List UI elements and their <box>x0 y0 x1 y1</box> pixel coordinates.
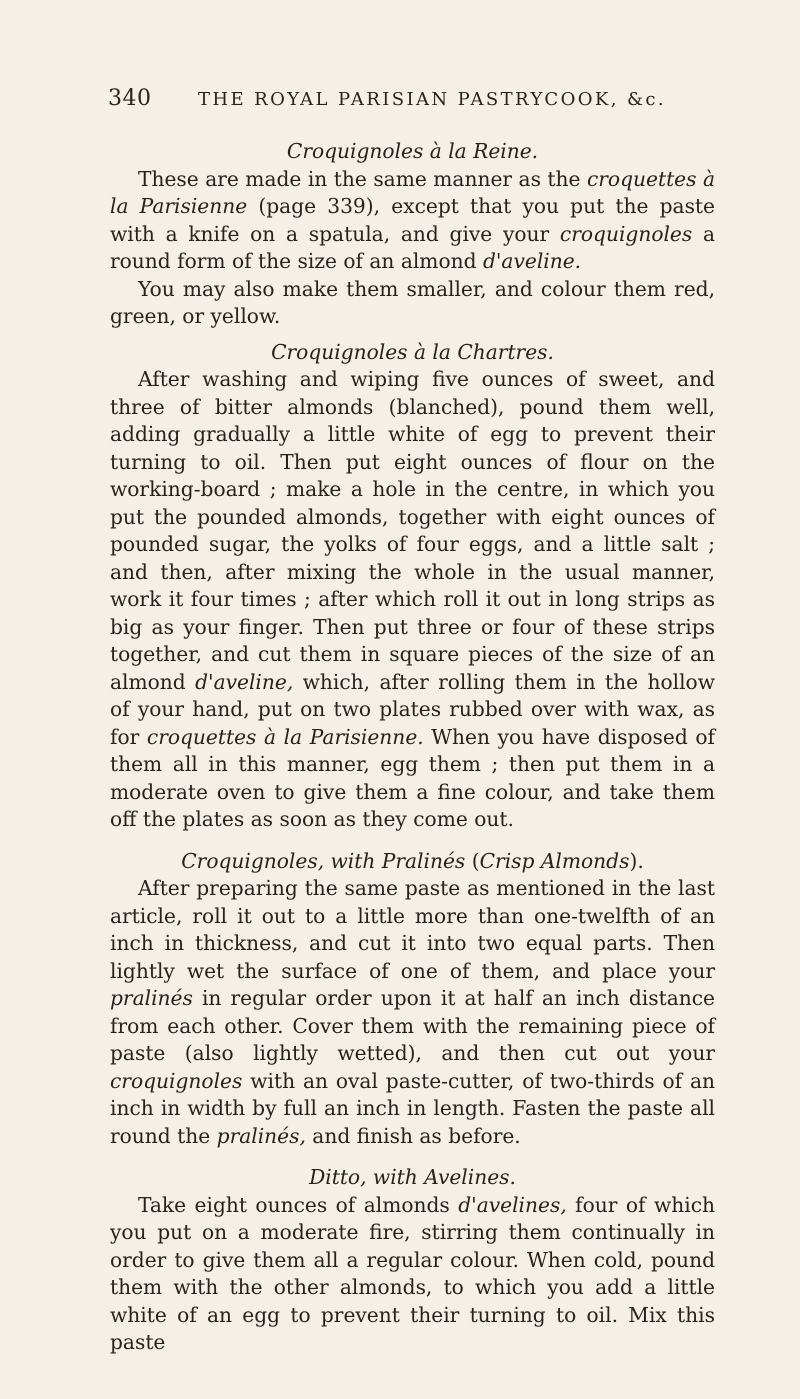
page-header <box>108 86 728 120</box>
paragraph: After preparing the same paste as mentioned in the last article, roll it out to a little more than one-twelfth of an inch in thickness, and cut it into two equal parts. Then lightly wet the surface of one of them, and place your pralinés in regular order upon it at half an inch distance from each other. Cover them with the remaining piece of paste (also lightly wetted), and then cut out your croquignoles with an oval paste-cutter, of two-thirds of an inch in width by full an inch in length. Fasten the paste all round the pralinés, and finish as before. <box>110 876 715 1148</box>
section-heading-reine: Croquignoles à la Reine. <box>286 139 539 163</box>
paragraph: These are made in the same manner as the croquettes à la Parisienne (page 339), except that you put the paste with a knife on a spatula, and give your croquignoles a round form of the size of an almond d'aveline. <box>110 166 716 273</box>
paragraph: Take eight ounces of almonds d'avelines, four of which you put on a moderate fire, stirring them continually in order to give them all a regular colour. When cold, pound them with the other almonds, to which you add a little white of an egg to prevent their turning to oil. Mix this paste <box>110 1192 716 1354</box>
section-heading-chartres: Croquignoles à la Chartres. <box>271 339 554 364</box>
paragraph: After washing and wiping five ounces of sweet, and three of bitter almonds (blanched), pound them well, adding gradually a little white of egg to prevent their turning to oil. Then put eight ounces of flour on the working-board ; make a hole in the centre, in which you put the pounded almonds, together with eight ounces of pounded sugar, the yolks of four eggs, and a little salt ; and then, after mixing the whole in the usual manner, work it four times ; after which roll it out in long strips as big as your finger. Then put three or four of these strips together, and cut them in square pieces of the size of an almond d'aveline, which, after rolling them in the hollow of your hand, put on two plates rubbed over with wax, as for croquettes à la Parisienne. When you have disposed of them all in this manner, egg them ; then put them in a moderate oven to give them a fine colour, and take them off the plates as soon as they come out. <box>110 367 716 831</box>
page-body <box>110 138 715 1357</box>
paragraph: You may also make them smaller, and colour them red, green, or yellow. <box>110 276 715 328</box>
page-number: 340 <box>108 86 152 111</box>
running-title: THE ROYAL PARISIAN PASTRYCOOK, &c. <box>198 89 667 110</box>
section-heading-avelines: Ditto, with Avelines. <box>309 1165 516 1189</box>
section-heading-pralines: Croquignoles, with Pralinés (Crisp Almonds). <box>181 848 644 873</box>
